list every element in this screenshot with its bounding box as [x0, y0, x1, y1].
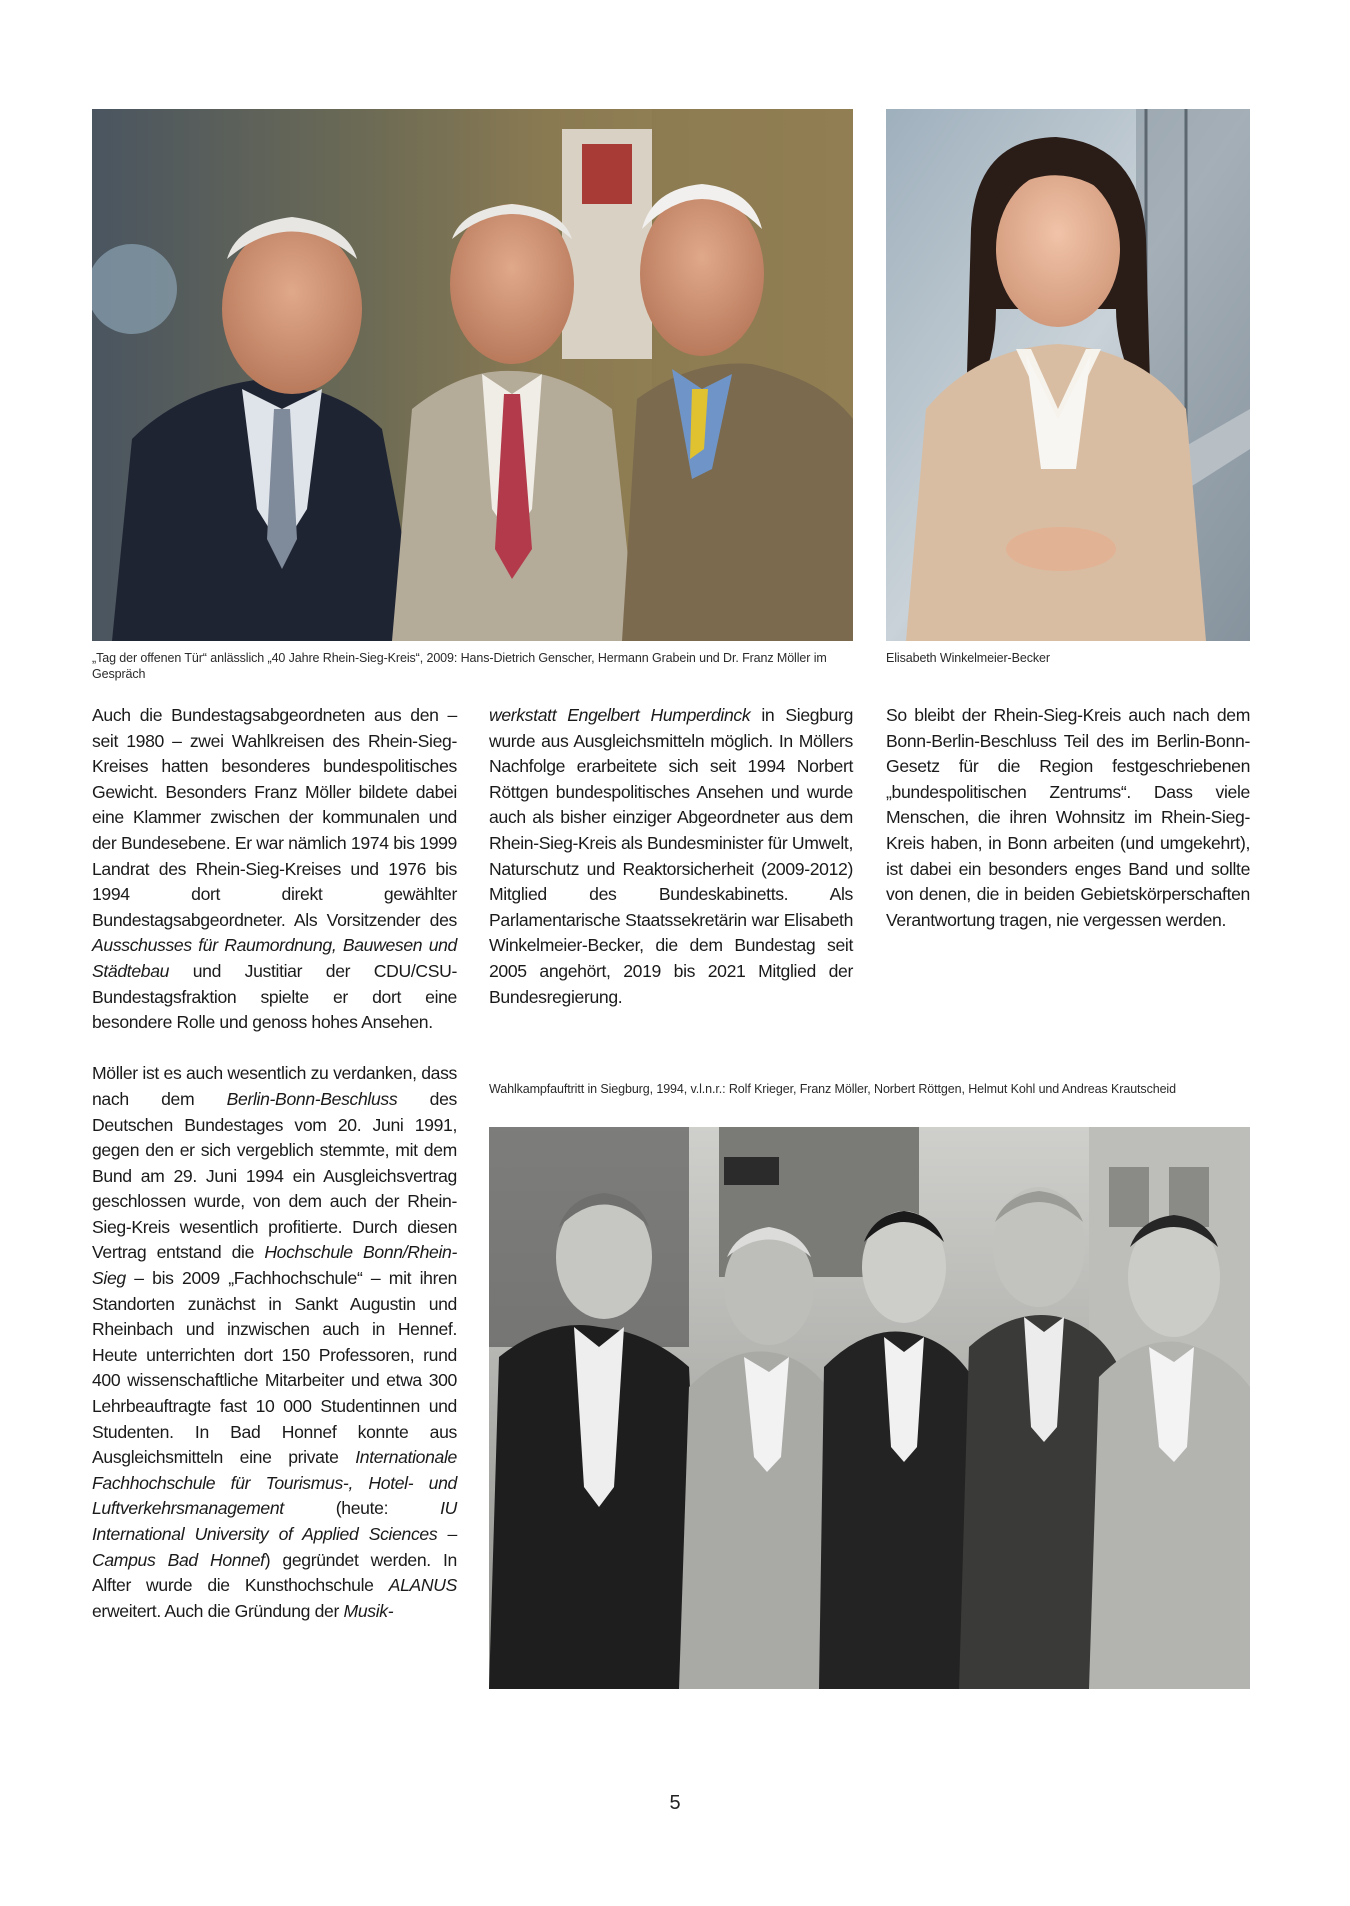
paragraph — [886, 703, 1250, 933]
italic-text-run: Internationale Fachhochschule für Tourismus-, Hotel- und Luftverkehrsmanagement — [92, 1447, 457, 1519]
text-column-3 — [886, 703, 1250, 933]
paragraph — [489, 703, 853, 1010]
text-run: Auch die Bundestagsabgeordneten aus den – seit 1980 – zwei Wahlkreisen des Rhein-Sieg-Kreises hatten besonderes bundespolitisches Gewicht. Besonders Franz Möller bildete dabei eine Klammer zwischen der kommunalen und der Bundesebene. Er war nämlich 1974 bis 1999 Landrat des Rhein-Sieg-Kreises und 1976 bis 1994 dort direkt gewählter Bundestagsabgeordneter. Als Vorsitzender des — [92, 705, 457, 930]
photo-genscher-grabein-moeller — [92, 109, 853, 641]
paragraph — [92, 1061, 457, 1624]
text-run: erweitert. Auch die Gründung der — [92, 1600, 344, 1621]
italic-text-run: Ausschusses für Raumordnung, Bauwesen und Städtebau — [92, 935, 457, 981]
italic-text-run: Hochschule Bonn/Rhein-Sieg — [92, 1242, 457, 1289]
text-run: in Siegburg wurde aus Ausgleichsmitteln möglich. In Möllers Nachfolge erarbeitete sich seit 1994 Norbert Röttgen bundespolitisches Ansehen und wurde auch als bisher einziger Abgeordneter aus dem Rhein-Sieg-Kreis als Bundesminister für Umwelt, Naturschutz und Reaktorsicherheit (2009-2012) Mitglied des Bundeskabinetts. Als Parlamentarische Staatssekretärin war Elisabeth Winkelmeier-Becker, die dem Bundestag seit 2005 angehört, 2019 bis 2021 Mitglied der Bundesregierung. — [489, 705, 854, 1007]
text-run: So bleibt der Rhein-Sieg-Kreis auch nach dem Bonn-Berlin-Beschluss Teil des im Berlin-Bonn-Gesetz für die Region festgeschriebenen „bundespolitischen Zentrums“. Dass viele Menschen, die ihren Wohnsitz im Rhein-Sieg-Kreis haben, in Bonn arbeiten (und umgekehrt), ist dabei ein besonders enges Band und sollte von denen, die in beiden Gebietskörperschaften Verantwortung tragen, nie vergessen werden. — [886, 705, 1250, 930]
photo-caption-winkelmeier-becker: Elisabeth Winkelmeier-Becker — [886, 651, 1050, 665]
photo-caption-genscher: „Tag der offenen Tür“ anlässlich „40 Jahre Rhein-Sieg-Kreis“, 2009: Hans-Dietrich Genscher, Hermann Grabein und Dr. Franz Möller im Gespräch — [92, 651, 827, 681]
photo-caption-wahlkampf: Wahlkampfauftritt in Siegburg, 1994, v.l.n.r.: Rolf Krieger, Franz Möller, Norbert Röttgen, Helmut Kohl und Andreas Krautscheid — [489, 1082, 1176, 1096]
text-column-1 — [92, 703, 457, 1624]
italic-text-run: Berlin-Bonn-Beschluss — [226, 1088, 398, 1109]
photo-winkelmeier-becker — [886, 109, 1250, 641]
text-run: und Justitiar der CDU/CSU-Bundestagsfraktion spielte er dort eine besondere Rolle und genoss hohes Ansehen. — [92, 960, 457, 1033]
photo-wahlkampfauftritt-1994 — [489, 1127, 1250, 1689]
italic-text-run: Musik- — [343, 1600, 394, 1621]
text-run: (heute: — [283, 1498, 441, 1519]
italic-text-run: IU International University of Applied Sciences – Campus Bad Honnef — [92, 1498, 457, 1570]
page-number: 5 — [669, 1792, 681, 1814]
text-run: ) gegründet werden. In Alfter wurde die Kunsthochschule — [92, 1549, 457, 1596]
text-run: des Deutschen Bundestages vom 20. Juni 1991, gegen den er sich vergeblich stemmte, mit dem Bund am 29. Juni 1994 ein Ausgleichsvertrag geschlossen wurde, von dem auch der Rhein-Sieg-Kreis wesentlich profitierte. Durch diesen Vertrag entstand die — [92, 1088, 457, 1263]
text-run: Möller ist es auch wesentlich zu verdanken, dass nach dem — [92, 1063, 457, 1109]
italic-text-run: ALANUS — [388, 1575, 457, 1596]
text-run: – bis 2009 „Fachhochschule“ – mit ihren Standorten zunächst in Sankt Augustin und Rheinbach und inzwischen auch in Hennef. Heute unterrichten dort 150 Professoren, rund 400 wissenschaftliche Mitarbeiter und etwa 300 Lehrbeauftragte fast 10 000 Studentinnen und Studenten. In Bad Honnef konnte aus Ausgleichsmitteln eine private — [92, 1268, 457, 1468]
text-column-2 — [489, 703, 853, 1010]
paragraph — [92, 703, 457, 1036]
italic-text-run: werkstatt Engelbert Humperdinck — [489, 705, 751, 725]
